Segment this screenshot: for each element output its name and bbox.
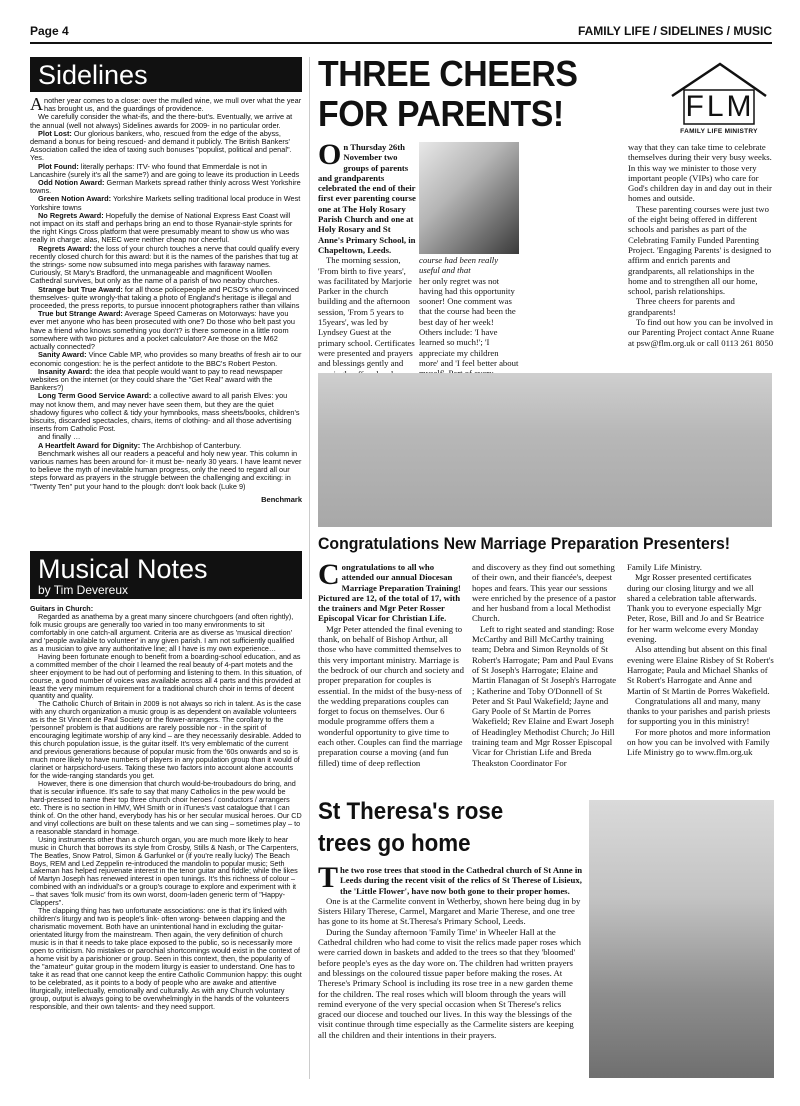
carmelite-sisters-photo [589, 800, 774, 1078]
theresa-body [318, 861, 584, 1040]
award-text: German Markets spread rather thinly across West Yorkshire towns. [30, 178, 301, 196]
photo-caption: course had been really useful and that [419, 255, 499, 276]
congratulations-p8: For more photos and more information on how you can be involved with Family Life Ministry go to www.flm.org.uk [627, 726, 771, 758]
award-name: True but Strange Award: [38, 309, 123, 319]
award-text: The Archbishop of Canterbury. [140, 440, 242, 450]
award-text: the idea that people would want to pay to read newspaper websites on the internet (or they could share the "Get Real" award with the Bankers?) [30, 366, 283, 393]
musical-paragraph: Using instruments other than a church organ, you are much more likely to hear music in Church that borrows its style from Crosby, Stills & Nash, or The Carpenters, The Beatles, Snow Patrol, Simon & Garfunkel or (if you're really lucky) The Beach Boys, REM and Led Zeppelin re-introduced the mandolin to popular music; Seth Lakeman has helped rejuvenate interest in the tenor guitar and fiddle; while the likes of Martyn Joseph has renewed interest in open tunings. It's this richness of colour – combined with an individual's or a group's courage to explore and experiment with it – that saves 'folk music' from its own worst, doom-laden generic term of "Happy-Clappers". [30, 834, 299, 908]
award-text: Our glorious bankers, who, rescued from the edge of the abyss, demand a bonus for being rescued- and demand it publicly. The British Bankers' Association called the idea of taxing such bonuses "populist, political and penal". Yes. [30, 128, 292, 163]
congratulations-p5: Mgr Rosser presented certificates during our closing liturgy and we all shared a celebration table afterwards. Thank you to everyone especially Mgr Peter, Rose, Bill and Jo and Sr Beatrice for her warm welcome every Monday evening. [627, 572, 764, 645]
marriage-preparation-group-photo [318, 373, 772, 527]
musical-paragraph: However, there is one dimension that church would-be-troubadours do bring, and that is secular influence. It's safe to say that many Catholics in the pew would be hard-pressed to name their top three church choir heroes / conductors / arrangers etc. There is no section in HMV, WH Smith or in iTunes's vast catalogue that I can think of. On the other hand, everybody has his or her secular musical heroes. Our CD and vinyl collections are built on these talents and we can sing – sometimes play – to a reasonable standard in homage. [30, 778, 302, 836]
award-name: Insanity Award: [38, 366, 93, 376]
musical-notes-article [30, 551, 302, 1011]
congratulations-p3: Left to right seated and standing: Rose McCarthy and Bill McCarthy training team; Debra and Simon Reynolds of St Robert's Harrogate; Pam and Paul Evans of St Joseph's Harrogate; Elaine and Martin Flanagan of St Joseph's Harrogate ; Katherine and Toby O'Donnell of St Peter and St Paul Wakefield; Jayne and Gary Poole of St Martin de Porres Wakefield; Rev Elaine and Ewart Joseph of Headingley Methodist Church; Jo Hill training team and Mgr Rosser Episcopal Vicar for Christian Life and Breda Theakston Coordinator For [472, 623, 617, 768]
theresa-dropcap: T [318, 861, 339, 894]
award-item [30, 179, 302, 195]
three-cheers-lead: n Thursday 26th November two groups of parents and grandparents celebrated the end of their first ever parenting course one at The Holy Rosary Parish Church and one at Holy Rosary and St Anne's Primary School, in Chapeltown, Leeds. [318, 142, 416, 255]
award-text: Yorkshire Markets selling traditional local produce in West Yorkshire towns [30, 194, 301, 212]
award-name: No Regrets Award: [38, 210, 104, 220]
parents-hug-photo [419, 142, 519, 254]
congratulations-dropcap: C [318, 558, 340, 591]
musical-notes-title: Musical Notes [38, 554, 208, 584]
award-text: Vince Cable MP, who provides so many breaths of fresh air to our economic congestion: he is the perfect antidote to the BBC's Robert Peston. [30, 350, 302, 368]
congratulations-p7: Congratulations all and many, many thanks to your parishes and parish priests for supporting you in this ministry! [627, 695, 771, 727]
award-item [30, 351, 302, 367]
award-item [30, 310, 302, 351]
congratulations-headline: Congratulations New Marriage Preparation Presenters! [318, 534, 731, 553]
musical-notes-body [30, 605, 302, 1011]
sidelines-credit: Benchmark [261, 494, 302, 504]
column-divider [309, 57, 310, 1079]
congratulations-p2: and discovery as they find out something of their own, and their fiancée's, deepest hopes and fears. This year our sessions were enriched by the presence of a pastor and her husband from a local Methodist Church. [472, 562, 616, 624]
congratulations-col-2 [472, 562, 619, 768]
sidelines-dropcap: A [30, 94, 43, 114]
flm-logo [664, 60, 774, 140]
three-cheers-p1: The morning session, 'From birth to five years', was facilitated by Marjorie Parker in the church building and the afternoon session, 'From 5 years to 15years', was led by Lyndsey Guest at the primary school. Certificates were presented and prayers and blessings gently and [318, 255, 415, 369]
three-cheers-headline [318, 54, 638, 134]
award-name: Green Notion Award: [38, 194, 112, 204]
theresa-headline-line-1: St Theresa's rose [318, 798, 504, 825]
award-item [30, 163, 302, 179]
three-cheers-p3: her only regret was not having had this opportunity sooner! One comment was that the course had been the best day of her week! Others include: 'I have learned so much!'; 'I appreciate my children more' and 'I feel better about [419, 275, 519, 368]
award-name: Plot Lost: [38, 128, 72, 138]
theresa-headline-line-2: trees go home [318, 830, 471, 857]
sidelines-body [30, 94, 302, 491]
award-name: Odd Notion Award: [38, 178, 105, 188]
three-cheers-dropcap: O [318, 138, 342, 171]
award-item [30, 368, 302, 393]
page-header [30, 24, 772, 44]
musical-paragraph: The Catholic Church of Britain in 2009 is not always so rich in talent. As is the case with any church organization a music group is as dependent on available volunteers as is the St Vincent de Paul Society or the flower-arrangers. The corollary to the 'personnel' problem is that auditions are rarely possible nor - in the spirit of encouraging legitimate worship of any kind – are they necessarily desirable. Added to this church population issue, is the guitar itself. It's very emblematic of the current and previous generations because of popular music from the '60s onwards and so is much more likely to have numbers of players in any population group than it would of clarinet or harpsichord-users. Taking these two factors into account alone accounts for the wide-ranging standards you get. [30, 699, 302, 781]
sidelines-intro: nother year comes to a close: over the mulled wine, we mull over what the year has brought us, and the guardings of providence. [44, 96, 302, 114]
sidelines-closing: Benchmark wishes all our readers a peaceful and holy new year. This column in various names has been around for- it must be- nearly 30 years. I have learnt never to believe the myth of inevitable human progress, only the need to regard all our steps forward as prayers in the struggle between the challenging and exciting: in "Twenty Ten" put your hand to the plough: don't look back (Luke 9) [30, 448, 302, 491]
award-text: literally perhaps: ITV- who found that Emmerdale is not in Lancashire (surely it's all the same?) and are going to leave its production in Leeds [30, 161, 300, 179]
award-text: the loss of your church touches a nerve that could qualify every recently closed church for this award: but it is the names of the parishes that tug at the strings- some now subsumed into mega parishes with faraway names. Curiously, St Mary's Bradford, the unmanageable and magnificent Woollen Cathedral survives, but only as the name of a parish of two nearby churches. [30, 243, 300, 286]
three-cheers-p4: way that they can take time to celebrate themselves during their very busy weeks. In this way we minister to those very important people (VIPs) who care for God's children day in and day out in their homes and outside. [628, 142, 772, 204]
three-cheers-p6: Three cheers for parents and grandparents! [628, 296, 735, 317]
sidelines-article [30, 57, 302, 504]
award-item [30, 130, 302, 163]
award-item [30, 286, 302, 311]
page-number: Page 4 [30, 24, 69, 38]
award-name: A Heartfelt Award for Dignity: [38, 440, 141, 450]
theresa-p2: During the Sunday afternoon 'Family Time' in Wheeler Hall at the Cathedral children who had come to visit the relics made paper roses which were carried down in baskets and added to the trees so that they 'bloomed' before people's eyes as the day wore on. The children had written prayers and blessings on the coloured tissue paper before making the roses. At Therese's Primary School is including its rose tree in a new garden theme for the children. The real roses which will bloom through the years will remind everyone of the very special occasion when St Therese's relics graced our diocese and touched our lives. In this way the blessings of the visit continue through time especially as the Carmelite sisters are keeping all the children and their intentions in their prayers. [318, 926, 581, 1040]
section-title: FAMILY LIFE / SIDELINES / MUSIC [577, 24, 772, 38]
musical-paragraph: Having been fortunate enough to benefit from a boarding-school education, and as a committed member of the choir I learned the real beauty of 4-part motets and the sheer enjoyment to be had out of performing and listening to them. In this situation, of course, a good number of voices was available across all 4 parts and this provided at least the very minimum requirement for a traditional church choir in terms of decent quantity and quality. [30, 651, 302, 701]
musical-paragraph: Regarded as anathema by a great many sincere churchgoers (and often rightly), folk music groups are generally too varied in too many environments to sit comfortably in one catch-all argument. Criteria are as diverse as 'musical direction' and 'people available to volunteer' in any given parish. I am not sufficiently qualified as a musician to give any authoritative line; all I have is my own experience… [30, 611, 295, 653]
award-name: Strange but True Award: [38, 284, 123, 294]
three-cheers-col-3 [628, 142, 774, 348]
headline-line-2: FOR PARENTS! [318, 93, 564, 134]
award-item [30, 392, 302, 433]
award-name: Long Term Good Service Award: [38, 391, 152, 401]
theresa-lead: he two rose trees that stood in the Cathedral church of St Anne in Leeds during the recent visit of the relics of St Therese of Lisieux, the 'Little Flower', have now both gone to their proper homes. [340, 865, 583, 896]
congratulations-col-3 [627, 562, 774, 758]
congratulations-p1: Mgr Peter attended the final evening to thank, on behalf of Bishop Arthur, all those who have committed themselves to this very important ministry. Marriage is the bedrock of our church and society and proper preparation for couples is essential. In the midst of the busy-ness of the wedding preparations couples can forget to focus on themselves. Our 6 module programme offers them a wonderful opportunity to give time to each other. Couples can find the marriage preparation course a moving (and fun filled) time of deep reflection [318, 623, 464, 768]
sidelines-finally: and finally … [38, 432, 81, 442]
theresa-headline [318, 796, 569, 860]
sidelines-p1: We carefully consider the what-ifs, and the there-but's. Eventually, we arrive at the annual (well not always) Sidelines awards for 2009- in no particular order. [30, 112, 293, 130]
theresa-p1: One is at the Carmelite convent in Wetherby, shown here being dug in by Sisters Hilary Therese, Carmel, Margaret and Marie Therese, and one tree has gone to its home at St.Theresa's Primary School, Leeds. [318, 895, 581, 927]
flm-logo-letters: FLM [685, 90, 755, 123]
award-text: for all those policepeople and PCSO's who convinced themselves- quite wrongly-that taking a photo of England's heritage is illegal and proceeded, the press reports, to pursue innocent photographers rather than villains [30, 284, 300, 311]
congratulations-lead: ongratulations to all who attended our annual Diocesan Marriage Preparation Training! Pictured are 12, of the total of 17, with the trainers and Mgr Peter Rosser Episcopal Vicar for Christian Life. [318, 562, 461, 624]
award-text: Hopefully the demise of National Express East Coast will not impact on its staff and perhaps bring an end to those Ryanair-style sprints for the right Kings Cross platform that were presumably meant to show us who was really in charge: alas, NEEC were neither cheap nor cheerful. [30, 210, 293, 245]
headline-line-1: THREE CHEERS [318, 53, 578, 94]
award-name: Plot Found: [38, 161, 79, 171]
award-name: Regrets Award: [38, 243, 92, 253]
award-text: Average Speed Cameras on Motorways: have you ever met anyone who has been prosecuted with one? Do those who belt past you have a friend who knows something you don't? is there someone in a little room somewhere with two pictures and a pocket calculator? Are those on the M62 actually connected? [30, 309, 295, 352]
congratulations-col-1 [318, 558, 465, 768]
musical-notes-banner [30, 551, 302, 599]
award-item [30, 195, 302, 211]
three-cheers-p7: To find out how you can be involved in our Parenting Project contact Anne Ruane at psw@flm.org.uk or call 0113 261 8050 [628, 317, 774, 348]
musical-paragraph: The clapping thing has two unfortunate associations: one is that it's linked with children's liturgy and two is people's link- often wrong- between clapping and the charismatic movement. Both have an unintentional hand in excluding the guitar-orientated liturgy from the mainstream. Then again, the very definition of church music is in that it needs to take place exposed to the public, so is necessarily more open to criticism. No mistakes or parochial shortcomings would exist in the context of a home visit by a parishioner or group. Seen in this context, then, the popularity of the "amateur" guitar group in the modern liturgy is easier to understand. One has to take it as read that one cannot keep the entire Catholic Communion happy: this ought to be celebrated, as it points to a body of people who are awake and attentive liturgically, intellectually, emotionally and culturally. As with any Church voluntary group, output is always going to be overwhelmingly in the hands of the volunteers responsible, and their own talents- and they need support. [30, 906, 302, 1011]
congratulations-p6: Also attending but absent on this final evening were Elaine Risbey of St Robert's Harrogate; Paula and Michael Shanks of St Robert's Harrogate and Anne and Martin of St Martin de Porres Wakefield. [627, 644, 774, 696]
congratulations-p4: Family Life Ministry. [627, 562, 702, 572]
award-item [30, 245, 302, 286]
award-text: a collective award to all parish Elves: you may not know them, and may never have seen them, but they are the quiet shadowy figures who collect & tidy your hymnbooks, mass sheets/books, children's biscuits, discarded spectacles, chairs, items of clothing- and all those advertising inserts from Catholic Post. [30, 391, 300, 434]
musical-notes-subhead: Guitars in Church: [30, 604, 94, 613]
musical-notes-byline: by Tim Devereux [38, 583, 129, 597]
award-name: Sanity Award: [38, 350, 87, 360]
award-item [30, 212, 302, 245]
flm-logo-label: FAMILY LIFE MINISTRY [680, 128, 758, 135]
sidelines-title: Sidelines [30, 57, 302, 92]
three-cheers-p5: These parenting courses were just two of the eight being offered in different schools and parishes as part of the Celebrating Family Funded Parenting Project. 'Engaging Parents' is designed to affirm and enrich parents and grandparents, all relationships in the home and to strengthen all our home, school, parish relationships. [628, 203, 772, 297]
